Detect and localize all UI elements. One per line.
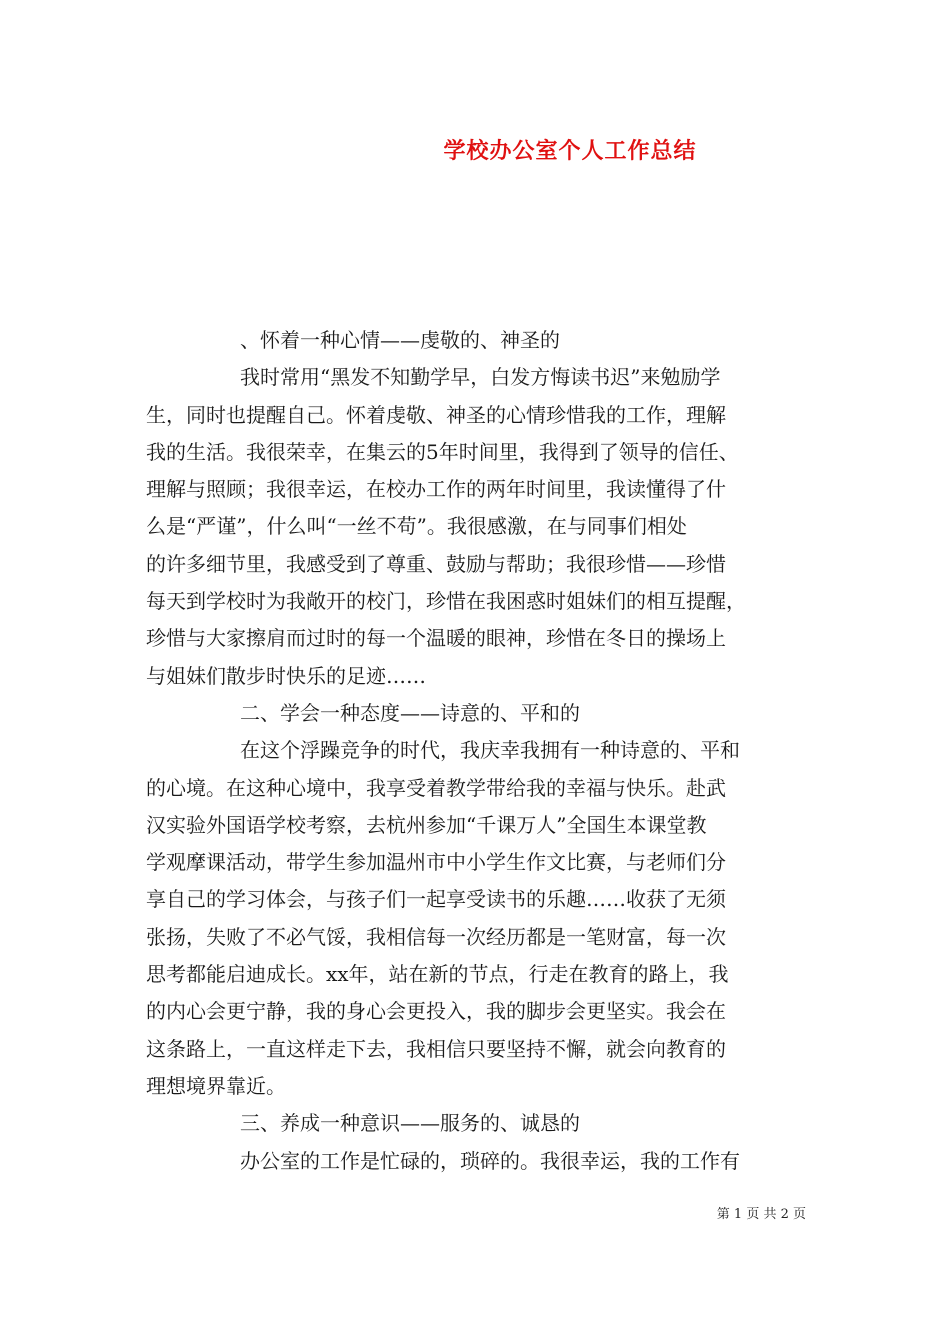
text-line: 思考都能启迪成长。xx年，站在新的节点，行走在教育的路上，我 [146,962,729,987]
text-line: 汉实验外国语学校考察，去杭州参加“千课万人”全国生本课堂教 [146,812,707,837]
text-line: 的许多细节里，我感受到了尊重、鼓励与帮助；我很珍惜——珍惜 [146,551,726,576]
text-line: 享自己的学习体会，与孩子们一起享受读书的乐趣……收获了无须 [146,887,726,912]
text-line: 生，同时也提醒自己。怀着虔敬、神圣的心情珍惜我的工作，理解 [146,402,726,427]
text-line: 与姐妹们散步时快乐的足迹…… [146,663,426,688]
text-line: 三、养成一种意识——服务的、诚恳的 [240,1111,580,1136]
text-line: 么是“严谨”，什么叫“一丝不苟”。我很感激，在与同事们相处 [146,514,687,539]
text-line: 二、学会一种态度——诗意的、平和的 [240,700,580,725]
text-line: 在这个浮躁竞争的时代，我庆幸我拥有一种诗意的、平和 [240,738,740,763]
text-line: 每天到学校时为我敞开的校门，珍惜在我困惑时姐妹们的相互提醒， [146,589,746,614]
text-line: 我的生活。我很荣幸，在集云的5年时间里，我得到了领导的信任、 [146,439,739,464]
text-line: 的心境。在这种心境中，我享受着教学带给我的幸福与快乐。赴武 [146,775,726,800]
text-line: 的内心会更宁静，我的身心会更投入，我的脚步会更坚实。我会在 [146,999,726,1024]
text-line: 办公室的工作是忙碌的，琐碎的。我很幸运，我的工作有 [240,1148,740,1173]
document-title: 学校办公室个人工作总结 [443,139,697,164]
document-body [146,322,806,1180]
text-line: 张扬，失败了不必气馁，我相信每一次经历都是一笔财富，每一次 [146,924,726,949]
page-footer: 第 1 页 共 2 页 [716,1207,806,1222]
text-line: 这条路上，一直这样走下去，我相信只要坚持不懈，就会向教育的 [146,1036,726,1061]
text-line: 、怀着一种心情——虔敬的、神圣的 [240,328,560,352]
text-line: 理解与照顾；我很幸运，在校办工作的两年时间里，我读懂得了什 [146,477,726,502]
text-line: 我时常用“黑发不知勤学早，白发方悔读书迟”来勉励学 [240,365,721,390]
text-line: 珍惜与大家擦肩而过时的每一个温暖的眼神，珍惜在冬日的操场上 [146,626,726,651]
text-line: 学观摩课活动，带学生参加温州市中小学生作文比赛，与老师们分 [146,850,726,875]
text-line: 理想境界靠近。 [146,1073,286,1098]
